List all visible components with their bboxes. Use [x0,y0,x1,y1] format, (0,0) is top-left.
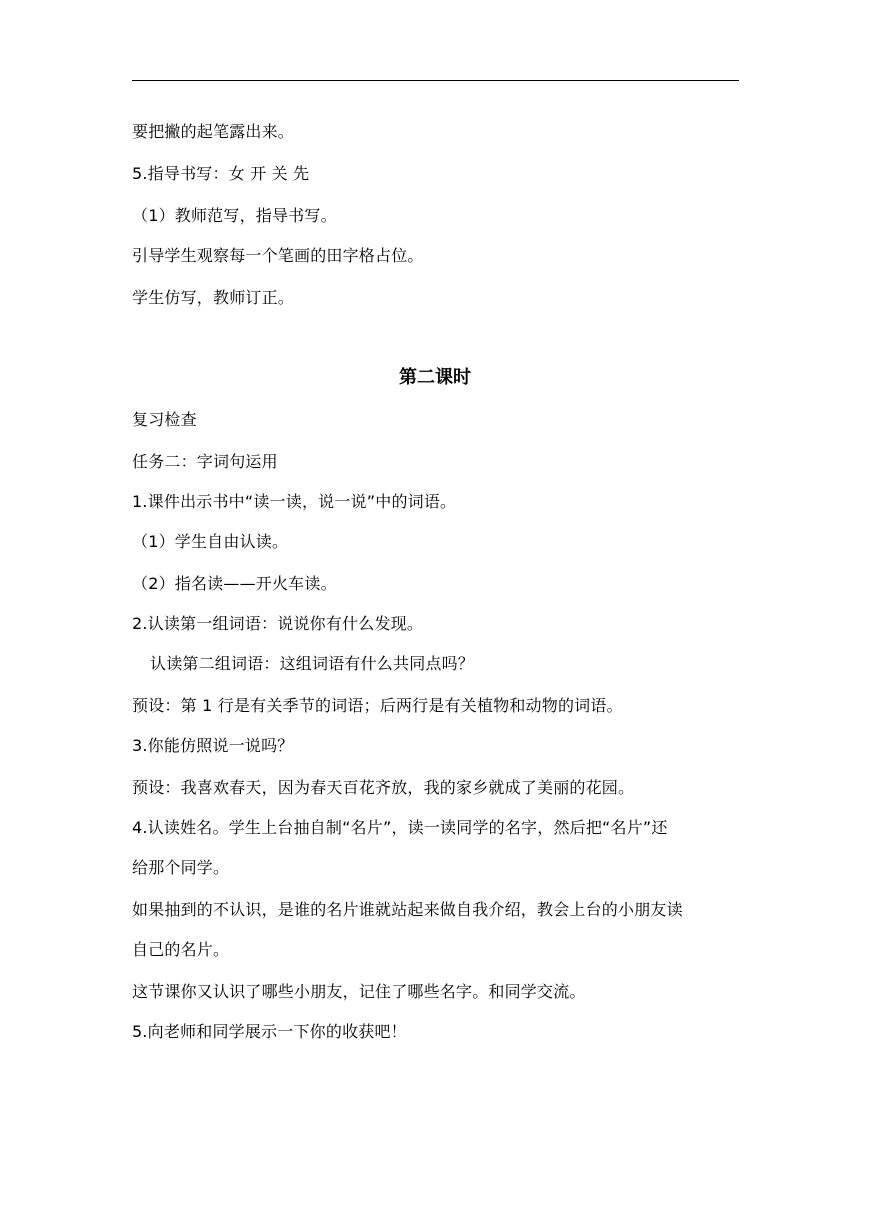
text-line: 5.指导书写：女 开 关 先 [132,164,310,183]
text-line: 认读第二组词语：这组词语有什么共同点吗？ [150,654,475,673]
text-line: 1.课件出示书中“读一读，说一说”中的词语。 [132,492,457,511]
text-line: （2）指名读——开火车读。 [132,574,337,593]
text-line: 这节课你又认识了哪些小朋友，记住了哪些名字。和同学交流。 [132,982,586,1001]
text-line: 如果抽到的不认识，是谁的名片谁就站起来做自我介绍，教会上台的小朋友读 [132,900,683,919]
header-rule [132,80,739,81]
text-line: 复习检查 [132,410,197,429]
text-line: 4.认读姓名。学生上台抽自制“名片”，读一读同学的名字，然后把“名片”还 [132,818,668,837]
text-line: （1）学生自由认读。 [132,532,289,551]
text-line: 预设：第 1 行是有关季节的词语；后两行是有关植物和动物的词语。 [132,696,623,715]
text-line: 3.你能仿照说一说吗？ [132,736,294,755]
text-line: 2.认读第一组词语：说说你有什么发现。 [132,614,424,633]
text-line: 5.向老师和同学展示一下你的收获吧！ [132,1022,407,1041]
text-line: 任务二：字词句运用 [132,452,278,471]
text-line: 给那个同学。 [132,858,230,877]
text-line: 学生仿写，教师订正。 [132,288,295,307]
text-line: 自己的名片。 [132,940,230,959]
text-line: （1）教师范写，指导书写。 [132,206,337,225]
section-title: 第二课时 [399,367,471,388]
text-line: 引导学生观察每一个笔画的田字格占位。 [132,246,424,265]
text-line: 预设：我喜欢春天，因为春天百花齐放，我的家乡就成了美丽的花园。 [132,778,635,797]
text-line: 要把撇的起笔露出来。 [132,122,295,141]
